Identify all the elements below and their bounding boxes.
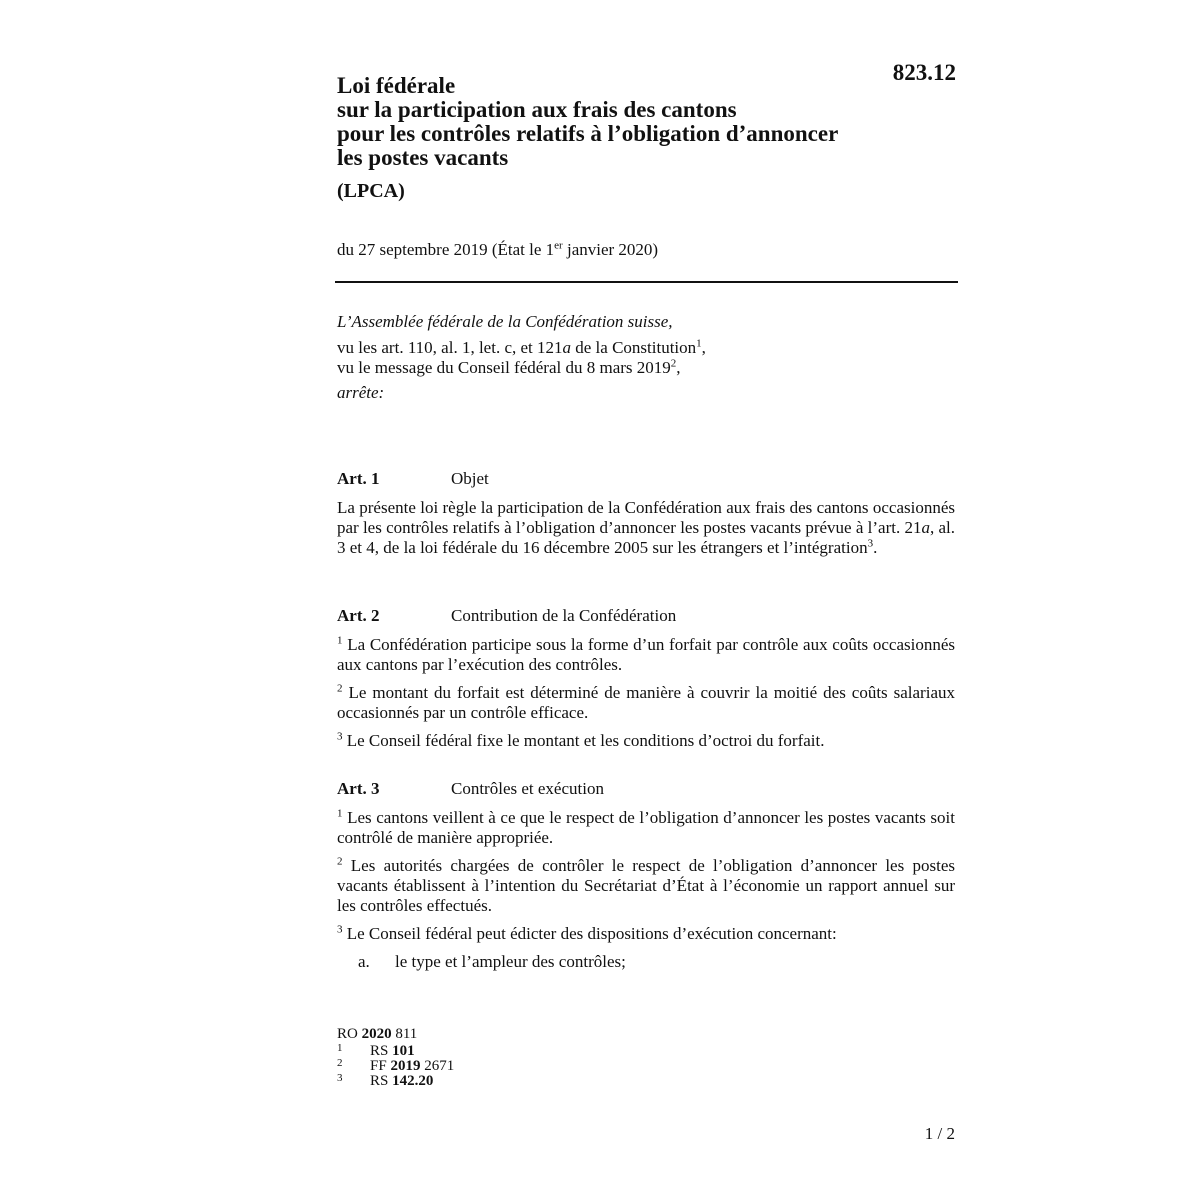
paragraph-text: Les autorités chargées de contrôler le respect de l’obligation d’annoncer les postes vacants établissent à l’intention du Secrétariat d’État à l’économie un rapport annuel sur les contrôles effectués. xyxy=(337,856,955,915)
article-number: Art. 1 xyxy=(337,469,380,488)
considering-italic: a xyxy=(562,338,572,357)
paragraph-number: 3 xyxy=(337,730,343,743)
footnote-ref[interactable]: 1 xyxy=(696,337,702,350)
footnote-text xyxy=(370,1044,415,1059)
title-line: pour les contrôles relatifs à l’obligation d’annoncer xyxy=(337,121,839,146)
header-divider xyxy=(335,281,958,283)
ro-year: 2020 xyxy=(361,1026,392,1042)
article-paragraph xyxy=(337,924,955,944)
paragraph-italic: a xyxy=(921,518,930,537)
footnotes xyxy=(337,1026,455,1089)
article-paragraph xyxy=(337,683,955,723)
considering-text: , xyxy=(676,358,681,377)
preamble-authority: L’Assemblée fédérale de la Confédération suisse, xyxy=(337,312,673,331)
paragraph-number: 2 xyxy=(337,682,343,695)
article-heading xyxy=(337,606,955,628)
article-title: Contribution de la Confédération xyxy=(451,606,677,625)
title-line: Loi fédérale xyxy=(337,73,456,98)
footnote xyxy=(337,1057,455,1074)
footnote-bold: 2019 xyxy=(390,1058,421,1074)
footnote-bold: 142.20 xyxy=(392,1073,434,1089)
paragraph-text: . xyxy=(873,538,878,557)
paragraph-number: 3 xyxy=(337,923,343,936)
title-line: sur la participation aux frais des cantons xyxy=(337,97,737,122)
preamble-considering-2 xyxy=(337,358,957,378)
list-item-label: a. xyxy=(358,952,370,971)
paragraph-number: 2 xyxy=(337,855,343,868)
footnote-ref[interactable]: 2 xyxy=(670,357,677,370)
article-paragraph xyxy=(337,808,955,848)
article-1 xyxy=(337,469,955,558)
date-prefix: du 27 septembre 2019 (État le 1 xyxy=(337,240,555,259)
footnote-ref[interactable]: 3 xyxy=(867,537,874,550)
article-number: Art. 2 xyxy=(337,606,380,625)
footnote-prefix: RS xyxy=(370,1073,393,1089)
footnote-number: 1 xyxy=(337,1042,343,1054)
paragraph-number: 1 xyxy=(337,634,343,647)
considering-text: vu les art. 110, al. 1, let. c, et 121 xyxy=(337,338,563,357)
article-paragraph xyxy=(337,731,955,751)
paragraph-text: Le Conseil fédéral peut édicter des dispositions d’exécution concernant: xyxy=(342,924,837,943)
considering-text: vu le message du Conseil fédéral du 8 mars 2019 xyxy=(337,358,671,377)
law-abbreviation: (LPCA) xyxy=(337,180,405,202)
preamble-considering-1 xyxy=(337,338,957,358)
footnote-number: 3 xyxy=(337,1072,343,1084)
article-paragraph xyxy=(337,856,955,916)
list-item-text: le type et l’ampleur des contrôles; xyxy=(395,952,626,971)
footnote-bold: 101 xyxy=(392,1043,415,1059)
footnote-text xyxy=(370,1059,454,1074)
footnote xyxy=(337,1072,434,1089)
paragraph-text: Les cantons veillent à ce que le respect de l’obligation d’annoncer les postes vacants soit contrôlé de manière appropriée. xyxy=(337,808,955,847)
article-2 xyxy=(337,606,955,751)
article-number: Art. 3 xyxy=(337,779,380,798)
considering-text: de la Constitution xyxy=(571,338,697,357)
date-superscript: er xyxy=(554,239,563,252)
paragraph-text: Le Conseil fédéral fixe le montant et les conditions d’octroi du forfait. xyxy=(342,731,825,750)
paragraph-text: La Confédération participe sous la forme d’un forfait par contrôle aux coûts occasionnés aux cantons par l’exécution des contrôles. xyxy=(337,635,955,674)
ro-page: 811 xyxy=(391,1026,418,1042)
article-3 xyxy=(337,779,955,972)
footnote-number: 2 xyxy=(337,1057,343,1069)
paragraph-text: Le montant du forfait est déterminé de manière à couvrir la moitié des coûts salariaux occasionnés par un contrôle efficace. xyxy=(337,683,955,722)
official-compilation-ref xyxy=(337,1027,417,1044)
paragraph-number: 1 xyxy=(337,807,343,820)
article-paragraph xyxy=(337,498,955,558)
preamble xyxy=(337,312,957,403)
page-number: 1 / 2 xyxy=(924,1124,955,1143)
footnote-suffix: 2671 xyxy=(420,1058,455,1074)
considering-text: , xyxy=(701,338,706,357)
date-suffix: janvier 2020) xyxy=(562,240,659,259)
footnote-text xyxy=(370,1074,433,1089)
article-title: Objet xyxy=(451,469,489,488)
footnote xyxy=(337,1044,417,1059)
footnote-prefix: FF xyxy=(370,1058,391,1074)
article-heading xyxy=(337,469,955,491)
article-heading xyxy=(337,779,955,801)
law-title xyxy=(337,74,897,170)
list-item xyxy=(337,952,955,972)
sr-number: 823.12 xyxy=(892,60,956,85)
ro-prefix: RO xyxy=(337,1026,362,1042)
law-date xyxy=(337,240,658,260)
paragraph-text: , al. 3 et 4, de la loi fédérale du 16 décembre 2005 sur les étrangers et l’intégration xyxy=(337,518,955,557)
article-title: Contrôles et exécution xyxy=(451,779,604,798)
paragraph-text: La présente loi règle la participation de la Confédération aux frais des cantons occasionnés par les contrôles relatifs à l’obligation d’annoncer les postes vacants prévue à l’art. 21 xyxy=(337,498,955,537)
footnote-prefix: RS xyxy=(370,1043,393,1059)
title-line: les postes vacants xyxy=(337,145,509,170)
article-paragraph xyxy=(337,635,955,675)
preamble-decrees: arrête: xyxy=(337,383,385,402)
